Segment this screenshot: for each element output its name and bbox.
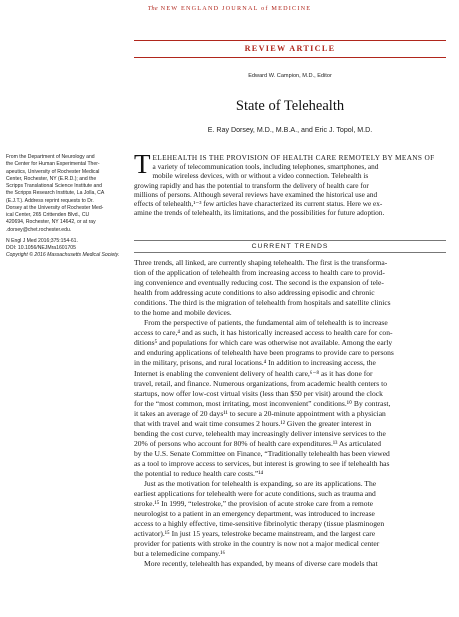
affiliation-line: Scripps Translational Science Institute and xyxy=(6,183,102,189)
abstract xyxy=(134,149,446,218)
body-line: bending the cost curve, telehealth may increasingly deliver intensive services to the xyxy=(134,428,386,438)
affiliation-note xyxy=(6,154,130,234)
citation-line: DOI: 10.1056/NEJMra1601705 xyxy=(6,245,76,251)
body-line: Internet is enabling the convenient delivery of health care,⁶⁻⁸ as it has done for xyxy=(134,368,373,378)
body-line: access to care,⁴ and as such, it has historically increased access to health care for con- xyxy=(134,328,393,338)
affiliation-line: .dorsey@chet.rochester.edu. xyxy=(6,226,72,233)
abstract-line: millions of persons. Although several reviews have examined the historical use and xyxy=(134,189,378,199)
affiliation-line: (E.J.T.). Address reprint requests to Dr. xyxy=(6,197,94,204)
body-line: neurologist to a patient in an emergency department, was introduced to increase xyxy=(134,509,375,519)
abstract-line: ELEHEALTH IS THE PROVISION OF HEALTH CARE REMOTELY BY MEANS OF xyxy=(152,153,435,162)
article-type: REVIEW ARTICLE xyxy=(244,44,336,53)
body-line: activator).¹⁵ In just 15 years, telestroke became mainstream, and the largest care xyxy=(134,529,376,539)
body-line: but a telemedicine company.¹⁶ xyxy=(134,549,226,559)
affiliation-line: the Scripps Research Institute, La Jolla, CA xyxy=(6,190,105,197)
body-line: in the military, prisons, and rural locations.⁴ In addition to increasing access, the xyxy=(134,358,376,368)
affiliation-line: Dorsey at the University of Rochester Med- xyxy=(6,204,104,211)
abstract-line: mobile wireless devices, with or without a video connection. Telehealth is xyxy=(152,171,369,181)
abstract-line: a variety of telecommunication tools, including telephones, smartphones, and xyxy=(152,162,379,172)
author-line: E. Ray Dorsey, M.D., M.B.A., and Eric J. Topol, M.D. xyxy=(207,126,373,134)
body-line: 20% of persons who account for 80% of health care expenditures.¹³ As articulated xyxy=(134,438,381,448)
body-line: startups, now offer low-cost virtual visits (less than $50 per visit) around the clock xyxy=(134,388,383,398)
affiliation-line: ical Center, 265 Crittenden Blvd., CU xyxy=(6,212,90,218)
body-line: that with travel and wait time consumes 2 hours.¹² Given the greater interest in xyxy=(134,418,372,428)
body-line: provider for patients with stroke in the country is now not a major medical center xyxy=(134,539,380,549)
section-rule-top xyxy=(134,240,446,241)
masthead-name: NEW ENGLAND JOURNAL of MEDICINE xyxy=(160,5,312,12)
body-line: and enduring applications of telehealth have been programs to provide care to persons xyxy=(134,348,394,358)
body-line: Just as the motivation for telehealth is expanding, so are its applications. The xyxy=(144,479,377,489)
article-title: State of Telehealth xyxy=(235,98,345,114)
body-line: travel, retail, and finance. Numerous organizations, from academic health centers to xyxy=(134,378,387,388)
citation-line: Copyright © 2016 Massachusetts Medical Society. xyxy=(6,252,120,259)
body-line: Three trends, all linked, are currently shaping telehealth. The first is the transforma- xyxy=(134,258,388,267)
body-line: access to a highly effective, time-sensitive fibrinolytic therapy (tissue plasminogen xyxy=(134,519,385,529)
body-line: From the perspective of patients, the fundamental aim of telehealth is to increase xyxy=(144,318,388,328)
body-line: as a tool to improve access to services, but interest is growing to see if telehealth has xyxy=(134,458,390,468)
body-line: to the home and mobile devices. xyxy=(134,308,232,318)
editor-credit: Edward W. Campion, M.D., Editor xyxy=(248,73,332,79)
journal-masthead xyxy=(0,5,459,12)
abstract-line: effects of telehealth,¹⁻³ few articles have characterized its current status. Here we ex- xyxy=(134,199,383,209)
body-line: ditions⁵ and populations for which care was otherwise not available. Among the early xyxy=(134,338,393,348)
masthead-the: The xyxy=(147,5,158,12)
section-heading: CURRENT TRENDS xyxy=(251,243,329,250)
affiliation-line: Center, Rochester, NY (E.R.D.); and the xyxy=(6,175,97,182)
body-line: by the U.S. Senate Committee on Finance, “Traditionally telehealth has been viewed xyxy=(134,448,390,458)
affiliation-line: apeutics, University of Rochester Medical xyxy=(6,168,100,175)
article-type-divider xyxy=(134,57,446,58)
citation-line: N Engl J Med 2016;375:154-61. xyxy=(6,237,78,244)
body-text xyxy=(134,258,446,569)
body-line: conditions. The third is the migration of telehealth from hospitals and satellite clinics xyxy=(134,298,391,308)
affiliation-line: From the Department of Neurology and xyxy=(6,154,95,160)
section-rule-bottom xyxy=(134,252,446,253)
sidebar xyxy=(6,154,130,260)
body-line: the potential to reduce health care costs.”¹⁴ xyxy=(134,468,264,478)
body-line: tion of the application of telehealth from increasing access to health care to provid- xyxy=(134,268,385,278)
body-line: ing convenience and eventually reducing cost. The second is the expansion of tele- xyxy=(134,278,384,288)
drop-cap: T xyxy=(134,149,151,179)
body-line: for the “most common, most irritating, most inconvenient” conditions.¹⁰ By contrast, xyxy=(134,398,391,408)
abstract-line: growing rapidly and has the potential to transform the delivery of health care for xyxy=(134,180,369,190)
affiliation-line: the Center for Human Experimental Ther- xyxy=(6,161,100,168)
body-line: earliest applications for telehealth were for acute conditions, such as trauma and xyxy=(134,489,376,499)
abstract-line: amine the trends of telehealth, its limitations, and the possibilities for future adoption. xyxy=(134,208,385,218)
body-line: More recently, telehealth has expanded, by means of diverse care models that xyxy=(144,559,378,569)
affiliation-line: 420694, Rochester, NY 14642, or at ray xyxy=(6,219,96,226)
citation-note xyxy=(6,238,130,260)
body-line: health from addressing acute conditions to also addressing episodic and chronic xyxy=(134,288,375,298)
top-divider xyxy=(134,40,446,41)
body-line: stroke.¹⁵ In 1999, “telestroke,” the provision of acute stroke care from a remote xyxy=(134,499,373,509)
body-line: it takes an average of 20 days¹¹ to secure a 20-minute appointment with a physician xyxy=(134,408,386,418)
